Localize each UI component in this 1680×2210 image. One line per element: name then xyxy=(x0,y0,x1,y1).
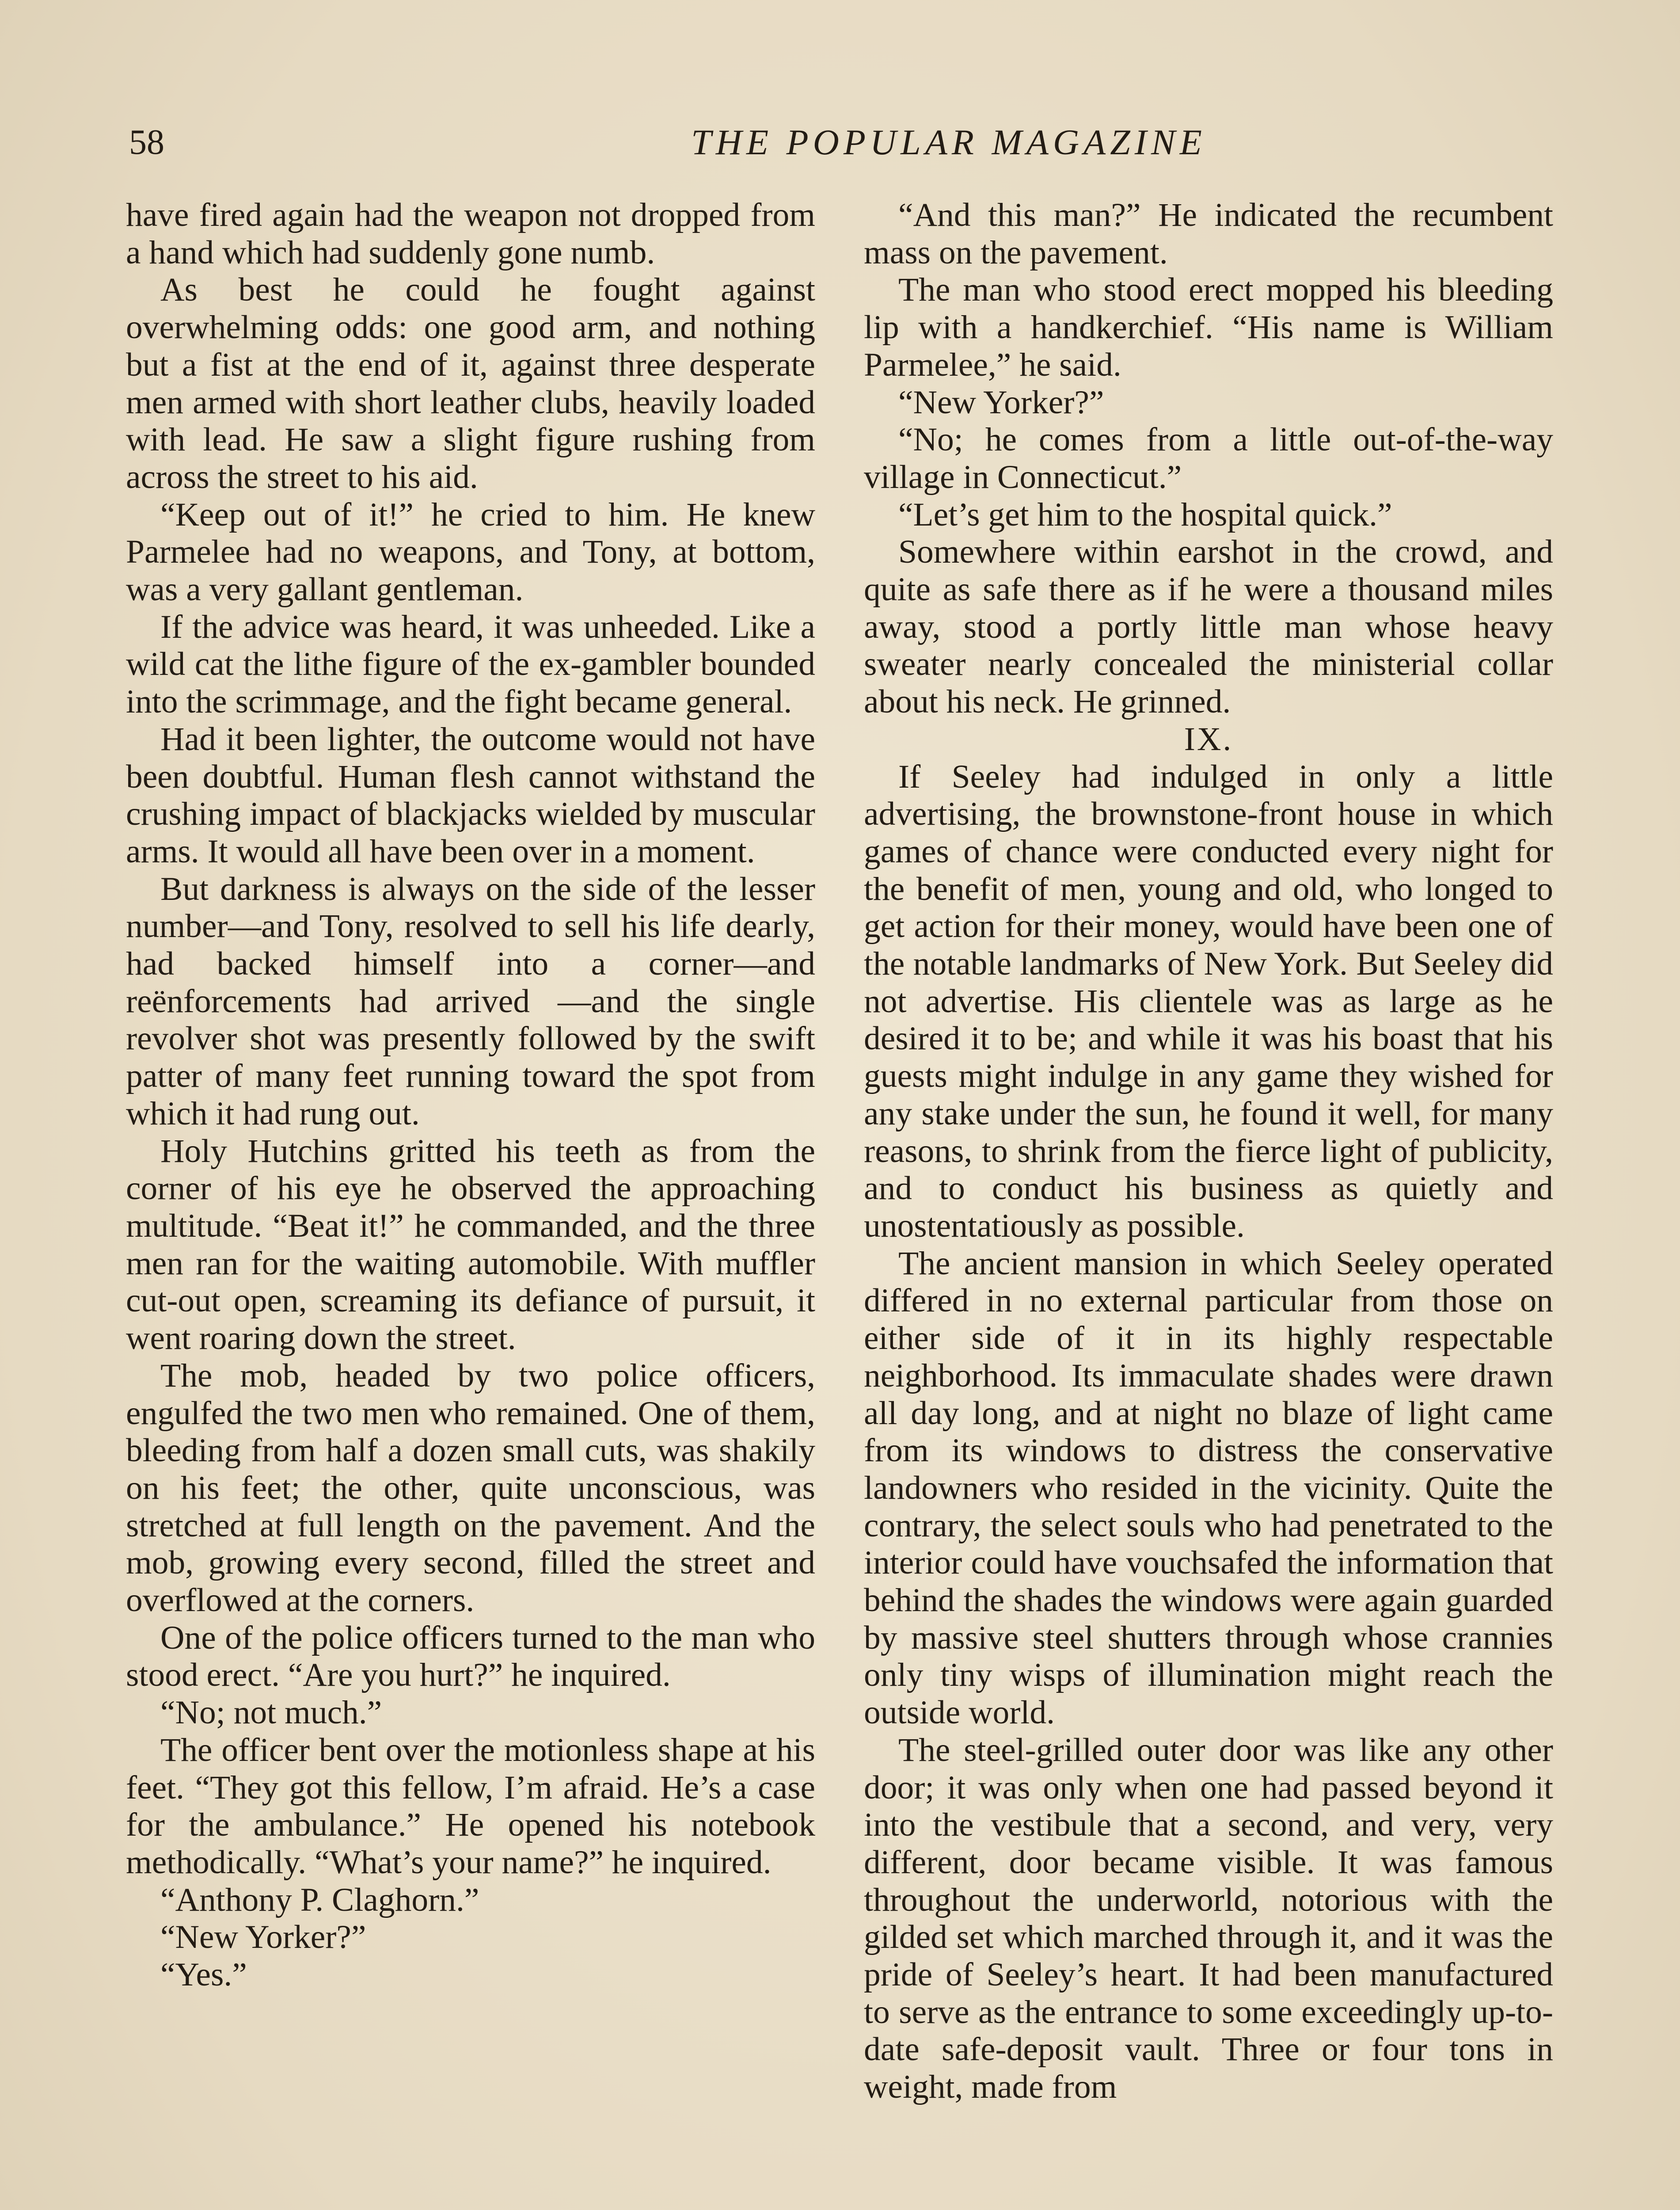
paragraph: “No; not much.” xyxy=(160,1694,382,1731)
running-head xyxy=(129,116,1556,169)
paragraph: “Let’s get him to the hospital quick.” xyxy=(898,496,1392,533)
paragraph: The mob, headed by two police officers, engulfed the two men who remained. One of them, bleeding from half a dozen small cuts, was shakily on his feet; the other, quite unconscious, was stretched at full length on the pavement. And the mob, growing every second, filled the street and overflowed at the corners. xyxy=(126,1357,815,1619)
paragraph: “Keep out of it!” he cried to him. He knew Parmelee had no weapons, and Tony, at bottom, was a very gallant gentleman. xyxy=(126,496,815,608)
paragraph: But darkness is always on the side of the lesser number—and Tony, resolved to sell his life dearly, had backed himself into a corner—and reënforcements had arrived —and the single revolver shot was presently followed by the swift patter of many feet running toward the spot from which it had rung out. xyxy=(126,870,815,1132)
paragraph: The ancient mansion in which Seeley operated differed in no external particular from those on either side of it in its highly respectable neighborhood. Its immaculate shades were drawn all day long, and at night no blaze of light came from its windows to distress the conservative landowners who resided in the vicinity. Quite the contrary, the select souls who had penetrated to the interior could have vouchsafed the information that behind the shades the windows were again guarded by massive steel shutters through whose crannies only tiny wisps of illumination might reach the outside world. xyxy=(864,1245,1553,1731)
left-column xyxy=(126,197,815,2210)
paragraph: The steel-grilled outer door was like any other door; it was only when one had passed beyond it into the vestibule that a second, and very, very different, door became visible. It was famous throughout the underworld, notorious with the gilded set which marched through it, and it was the pride of Seeley’s heart. It had been manufactured to serve as the entrance to some exceedingly up-to-date safe-deposit vault. Three or four tons in weight, made from xyxy=(864,1731,1553,2106)
right-column xyxy=(864,197,1553,2210)
paragraph: “Yes.” xyxy=(160,1956,247,1993)
section-heading: IX. xyxy=(1184,720,1233,758)
paragraph: “New Yorker?” xyxy=(160,1919,366,1956)
paragraph: If Seeley had indulged in only a little advertising, the brownstone-front house in which games of chance were conducted every night for the benefit of men, young and old, who longed to get action for their money, would have been one of the notable landmarks of New York. But Seeley did not advertise. His clientele was as large as he desired it to be; and while it was his boast that his guests might indulge in any game they wished for any stake under the sun, he found it well, for many reasons, to shrink from the fierce light of publicity, and to conduct his business as quietly and unostentatiously as possible. xyxy=(864,758,1553,1244)
magazine-title: THE POPULAR MAGAZINE xyxy=(691,122,1206,162)
paragraph: Had it been lighter, the outcome would not have been doubtful. Human flesh cannot withstand the crushing impact of blackjacks wielded by muscular arms. It would all have been over in a moment. xyxy=(126,720,815,870)
paragraph: As best he could he fought against overwhelming odds: one good arm, and nothing but a fist at the end of it, against three desperate men armed with short leather clubs, heavily loaded with lead. He saw a slight figure rushing from across the street to his aid. xyxy=(126,271,815,495)
paragraph: Holy Hutchins gritted his teeth as from the corner of his eye he observed the approaching multitude. “Beat it!” he commanded, and the three men ran for the waiting automobile. With muffler cut-out open, screaming its defiance of pursuit, it went roaring down the street. xyxy=(126,1132,815,1357)
paragraph: The officer bent over the motionless shape at his feet. “They got this fellow, I’m afraid. He’s a case for the ambulance.” He opened his notebook methodically. “What’s your name?” he inquired. xyxy=(126,1731,815,1881)
paragraph: One of the police officers turned to the man who stood erect. “Are you hurt?” he inquired. xyxy=(126,1619,815,1694)
paragraph: The man who stood erect mopped his bleeding lip with a handkerchief. “His name is William Parmelee,” he said. xyxy=(864,271,1553,383)
page-number: 58 xyxy=(129,123,164,162)
paragraph: “Anthony P. Claghorn.” xyxy=(160,1881,479,1918)
paragraph: If the advice was heard, it was unheeded. Like a wild cat the lithe figure of the ex-gambler bounded into the scrimmage, and the fight became general. xyxy=(126,608,815,720)
paragraph: Somewhere within earshot in the crowd, and quite as safe there as if he were a thousand miles away, stood a portly little man whose heavy sweater nearly concealed the ministerial collar about his neck. He grinned. xyxy=(864,533,1553,720)
paragraph: “New Yorker?” xyxy=(898,384,1104,421)
paragraph: “And this man?” He indicated the recumbent mass on the pavement. xyxy=(864,197,1553,271)
paragraph: “No; he comes from a little out-of-the-way village in Connecticut.” xyxy=(864,421,1553,495)
paragraph: have fired again had the weapon not dropped from a hand which had suddenly gone numb. xyxy=(126,197,815,271)
